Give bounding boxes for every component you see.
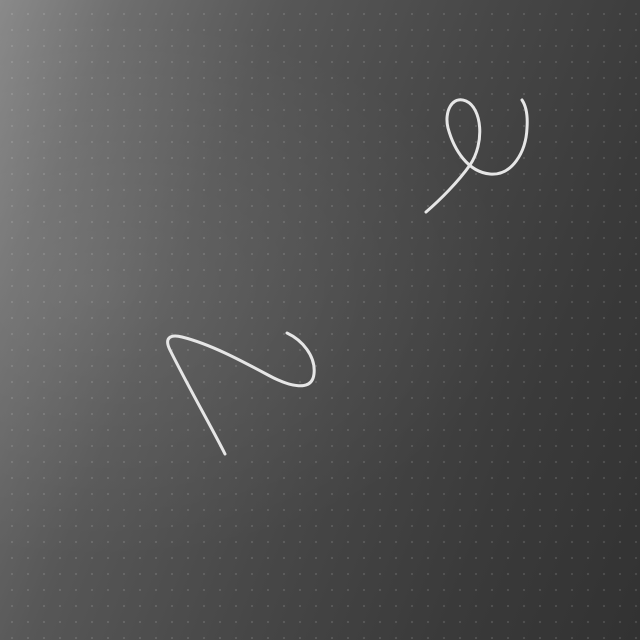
zigzag-stroke[interactable] [168,333,315,454]
loop-squiggle-stroke[interactable] [426,100,527,212]
